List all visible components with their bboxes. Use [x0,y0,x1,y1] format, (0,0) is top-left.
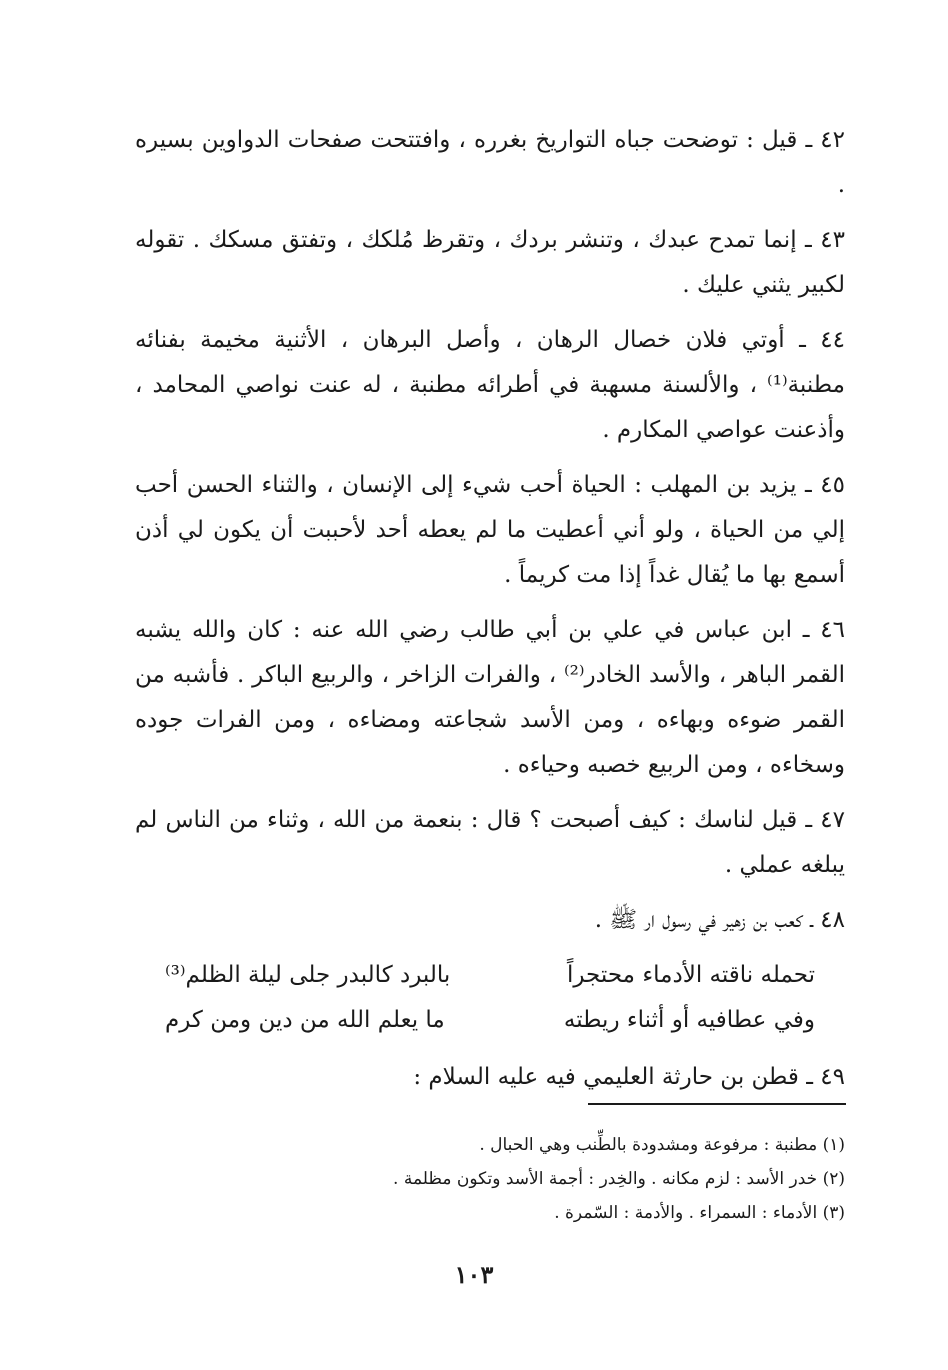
paragraph-number: ٤٣ [820,227,845,253]
paragraph-number: ٤٩ [820,1064,845,1090]
footnotes [135,1128,845,1230]
footnote: (٢) خدر الأسد : لزم مكانه . والخِدر : أجمة الأسد وتكون مظلمة . [393,1169,845,1189]
verse-first-hemistich: وفي عطافيه أو أثناء ريطته [563,1007,815,1033]
paragraph-text: إنما تمدح عبدك ، وتنشر بردك ، وتقرظ مُلكك ، وتفتق مسكك . تقوله لكبير يثني عليك . [135,227,845,298]
footnote: (١) مطنبة : مرفوعة ومشدودة بالطِّنب وهي الحبال . [479,1135,845,1155]
number-separator: ـ [784,327,821,353]
paragraph-43 [135,218,845,308]
poem [135,953,845,1043]
footnote: (٣) الأدماء : السمراء . والأدمة : السّمرة . [554,1203,845,1223]
number-separator: ـ [797,807,821,833]
paragraph-number: ٤٧ [820,807,845,833]
paragraph-text: قيل لناسك : كيف أصبحت ؟ قال : بنعمة من الله ، وثناء من الناس لم يبلغه عملي . [135,807,845,878]
number-separator: ـ [798,1064,821,1090]
verse-line [135,998,845,1043]
number-separator: ـ [797,127,821,153]
paragraph-42 [135,118,845,208]
paragraph-text: أوتي فلان خصال الرهان ، وأصل البرهان ، الأثنية مخيمة بفنائه مطنبة⁽¹⁾ ، والألسنة مسهبة في أطرائه مطنبة ، له عنت نواصي المحامد ، وأذعنت عواصي المكارم . [135,327,845,443]
number-separator: ـ [802,907,821,933]
paragraph-number: ٤٦ [820,617,845,643]
paragraph-number: ٤٥ [820,472,845,498]
paragraph-number: ٤٨ [820,907,845,933]
number-separator: ـ [796,472,821,498]
verse-first-hemistich: تحمله ناقته الأدماء محتجراً [566,962,815,988]
main-text [135,118,845,1110]
verse-second-hemistich: ما يعلم الله من دين ومن كرم [165,1007,445,1033]
verse-second-hemistich: بالبرد كالبدر جلى ليلة الظلم⁽³⁾ [165,962,451,988]
paragraph-text: ابن عباس في علي بن أبي طالب رضي الله عنه : كان والله يشبه القمر الباهر ، والأسد الخادر⁽²⁾ ، والفرات الزاخر ، والربيع الباكر . فأشبه من القمر ضوءه وبهاءه ، ومن الأسد شجاعته ومضاءه ، ومن الفرات جوده وسخاءه ، ومن الربيع خصبه وحياءه . [135,617,845,778]
paragraph-46 [135,608,845,788]
paragraph-text: قيل : توضحت جباه التواريخ بغرره ، وافتتحت صفحات الدواوين بسيره . [135,127,845,198]
number-separator: ـ [791,617,821,643]
paragraph-48 [135,898,845,943]
paragraph-49 [135,1055,845,1100]
paragraph-44 [135,318,845,453]
paragraph-text: كعب بن زهير في رسول ار ﷺ . [594,907,803,933]
paragraph-number: ٤٢ [820,127,845,153]
paragraph-text: يزيد بن المهلب : الحياة أحب شيء إلى الإنسان ، والثناء الحسن أحب إلي من الحياة ، ولو أني أعطيت ما لم يعطه أحد لأحببت أن يكون لي أذن أسمع بها ما يُقال غداً إذا مت كريماً . [135,472,845,588]
paragraph-number: ٤٤ [820,327,845,353]
paragraph-45 [135,463,845,598]
page-number: ١٠٣ [454,1260,494,1289]
footnote-separator [588,1103,846,1105]
paragraph-47 [135,798,845,888]
number-separator: ـ [796,227,821,253]
paragraph-text: قطن بن حارثة العليمي فيه عليه السلام : [413,1064,799,1090]
verse-line [135,953,845,998]
